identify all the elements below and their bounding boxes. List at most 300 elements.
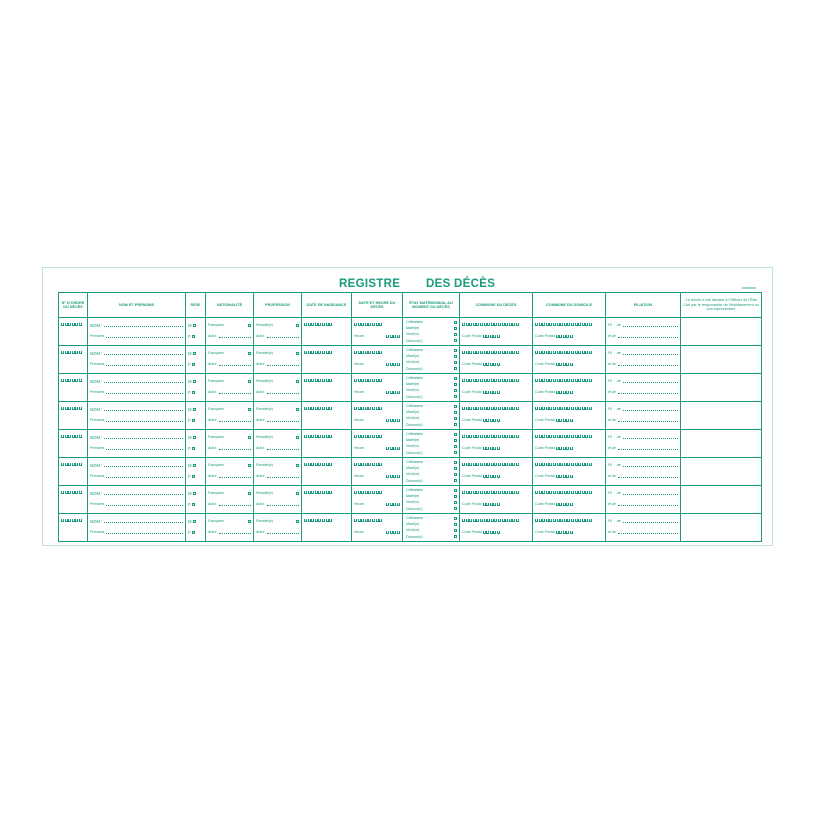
comb-box	[484, 351, 487, 354]
comb-box	[397, 391, 400, 394]
comb-box	[578, 463, 581, 466]
divorce-checkbox[interactable]	[454, 395, 457, 398]
veuf-checkbox[interactable]	[454, 417, 457, 420]
filiation-mere-field[interactable]	[618, 419, 678, 422]
veuf-checkbox[interactable]	[454, 529, 457, 532]
code-postal-domicile-field[interactable]	[556, 531, 573, 534]
filiation-pere-field[interactable]	[623, 492, 678, 495]
sexe-m-checkbox[interactable]	[193, 520, 196, 523]
comb-box	[72, 435, 75, 438]
marie-checkbox[interactable]	[454, 383, 457, 386]
comb-box	[365, 323, 368, 326]
nom-field[interactable]	[104, 408, 183, 411]
autre-nationalite-field[interactable]	[219, 419, 251, 422]
comb-box	[567, 323, 570, 326]
comb-box	[329, 379, 332, 382]
comb-box	[326, 519, 329, 522]
nationalite-cell	[206, 430, 254, 458]
commune-deces-comb-field[interactable]	[462, 351, 519, 354]
filiation-mere-field[interactable]	[618, 531, 678, 534]
divorce-checkbox[interactable]	[454, 507, 457, 510]
comb-box	[546, 323, 549, 326]
commune-deces-comb-field[interactable]	[462, 491, 519, 494]
date-deces-comb-field[interactable]	[354, 323, 382, 326]
sexe-cell	[186, 486, 206, 514]
comb-box	[553, 435, 556, 438]
heure-comb-field[interactable]	[386, 363, 400, 366]
comb-box	[486, 475, 489, 478]
commune-domicile-comb-field[interactable]	[535, 323, 592, 326]
retraite-checkbox[interactable]	[296, 520, 299, 523]
code-postal-deces-field[interactable]	[483, 391, 500, 394]
comb-box	[491, 351, 494, 354]
divorce-checkbox[interactable]	[454, 535, 457, 538]
veuf-checkbox[interactable]	[454, 389, 457, 392]
comb-box	[556, 475, 559, 478]
filiation-pere-field[interactable]	[623, 324, 678, 327]
celibataire-checkbox[interactable]	[454, 517, 457, 520]
comb-box	[505, 491, 508, 494]
comb-box	[542, 407, 545, 410]
comb-box	[567, 379, 570, 382]
commune-deces-cell	[460, 458, 533, 486]
autre-profession-field[interactable]	[267, 475, 299, 478]
comb-box	[493, 475, 496, 478]
et-de-label: et de	[608, 390, 616, 394]
comb-box	[75, 491, 78, 494]
prenoms-field[interactable]	[106, 391, 183, 394]
comb-box	[476, 463, 479, 466]
celibataire-label: Célibataire	[406, 404, 424, 409]
celibataire-checkbox[interactable]	[454, 461, 457, 464]
declaration-signature-cell[interactable]	[681, 374, 762, 402]
sexe-f-checkbox[interactable]	[192, 503, 195, 506]
heure-comb-field[interactable]	[386, 447, 400, 450]
veuf-checkbox[interactable]	[454, 361, 457, 364]
heure-comb-field[interactable]	[386, 475, 400, 478]
commune-deces-cell	[460, 402, 533, 430]
fils-label: Fil	[608, 351, 612, 355]
comb-box	[575, 407, 578, 410]
francaise-checkbox[interactable]	[248, 520, 251, 523]
heure-comb-field[interactable]	[386, 419, 400, 422]
commune-domicile-comb-field[interactable]	[535, 407, 592, 410]
comb-box	[563, 335, 566, 338]
nom-cell	[88, 346, 186, 374]
comb-box	[379, 435, 382, 438]
autre-profession-field[interactable]	[267, 503, 299, 506]
celibataire-checkbox[interactable]	[454, 433, 457, 436]
comb-box	[361, 323, 364, 326]
declaration-signature-cell[interactable]	[681, 458, 762, 486]
comb-box	[368, 435, 371, 438]
sexe-f-checkbox[interactable]	[192, 531, 195, 534]
declaration-signature-cell[interactable]	[681, 318, 762, 346]
comb-box	[462, 407, 465, 410]
comb-box	[553, 379, 556, 382]
prenoms-label: Prénoms	[90, 446, 105, 450]
marie-checkbox[interactable]	[454, 523, 457, 526]
comb-box	[575, 435, 578, 438]
filiation-pere-field[interactable]	[623, 520, 678, 523]
autre-nationalite-field[interactable]	[219, 503, 251, 506]
autre-nationalite-field[interactable]	[219, 447, 251, 450]
filiation-pere-field[interactable]	[623, 380, 678, 383]
prenoms-field[interactable]	[106, 419, 183, 422]
sexe-m-checkbox[interactable]	[193, 408, 196, 411]
heure-comb-field[interactable]	[386, 531, 400, 534]
date-deces-comb-field[interactable]	[354, 463, 382, 466]
filiation-mere-field[interactable]	[618, 363, 678, 366]
code-postal-deces-field[interactable]	[483, 363, 500, 366]
comb-box	[494, 463, 497, 466]
sexe-m-checkbox[interactable]	[193, 492, 196, 495]
code-postal-domicile-label: Code Postal	[535, 530, 555, 534]
comb-box	[368, 491, 371, 494]
naissance-comb-field[interactable]	[304, 463, 332, 466]
code-postal-domicile-field[interactable]	[556, 447, 573, 450]
comb-box	[549, 323, 552, 326]
comb-box	[326, 407, 329, 410]
prenoms-field[interactable]	[106, 447, 183, 450]
code-postal-domicile-field[interactable]	[556, 419, 573, 422]
divorce-checkbox[interactable]	[454, 451, 457, 454]
profession-cell	[254, 346, 302, 374]
comb-box	[72, 463, 75, 466]
veuf-checkbox[interactable]	[454, 445, 457, 448]
heure-comb-field[interactable]	[386, 503, 400, 506]
comb-box	[322, 379, 325, 382]
comb-box	[368, 323, 371, 326]
comb-box	[308, 491, 311, 494]
comb-box	[497, 503, 500, 506]
col-header-commune-domicile: COMMUNE DU DOMICILE	[533, 293, 606, 318]
commune-deces-comb-field[interactable]	[462, 435, 519, 438]
autre-profession-label: Autre	[256, 474, 265, 478]
prenoms-field[interactable]	[106, 531, 183, 534]
retraite-checkbox[interactable]	[296, 324, 299, 327]
heure-comb-field[interactable]	[386, 335, 400, 338]
francaise-checkbox[interactable]	[248, 492, 251, 495]
filiation-mere-field[interactable]	[618, 475, 678, 478]
celibataire-checkbox[interactable]	[454, 349, 457, 352]
comb-box	[493, 335, 496, 338]
code-postal-domicile-field[interactable]	[556, 335, 573, 338]
sexe-m-checkbox[interactable]	[193, 464, 196, 467]
autre-profession-field[interactable]	[267, 419, 299, 422]
code-postal-deces-field[interactable]	[483, 335, 500, 338]
celibataire-label: Célibataire	[406, 432, 424, 437]
date-heure-cell	[352, 374, 403, 402]
profession-cell	[254, 430, 302, 458]
code-postal-deces-label: Code Postal	[462, 502, 482, 506]
prenoms-field[interactable]	[106, 335, 183, 338]
divorce-checkbox[interactable]	[454, 423, 457, 426]
prenoms-field[interactable]	[106, 475, 183, 478]
veuf-checkbox[interactable]	[454, 501, 457, 504]
sexe-m-checkbox[interactable]	[193, 380, 196, 383]
date-deces-comb-field[interactable]	[354, 407, 382, 410]
declaration-signature-cell[interactable]	[681, 486, 762, 514]
sexe-m-checkbox[interactable]	[193, 352, 196, 355]
comb-box	[372, 323, 375, 326]
commune-domicile-comb-field[interactable]	[535, 463, 592, 466]
retraite-checkbox[interactable]	[296, 380, 299, 383]
sexe-m-checkbox[interactable]	[193, 436, 196, 439]
celibataire-checkbox[interactable]	[454, 489, 457, 492]
retraite-checkbox[interactable]	[296, 436, 299, 439]
comb-box	[493, 419, 496, 422]
filiation-pere-field[interactable]	[623, 464, 678, 467]
comb-box	[308, 351, 311, 354]
profession-cell	[254, 402, 302, 430]
ordre-comb-field[interactable]	[61, 407, 82, 410]
naissance-comb-field[interactable]	[304, 491, 332, 494]
retraite-checkbox[interactable]	[296, 352, 299, 355]
nom-field[interactable]	[104, 324, 183, 327]
nom-field[interactable]	[104, 464, 183, 467]
comb-box	[567, 435, 570, 438]
comb-box	[358, 491, 361, 494]
comb-box	[571, 491, 574, 494]
sexe-f-checkbox[interactable]	[192, 363, 195, 366]
nom-field[interactable]	[104, 436, 183, 439]
comb-box	[509, 351, 512, 354]
commune-deces-comb-field[interactable]	[462, 519, 519, 522]
francaise-checkbox[interactable]	[248, 324, 251, 327]
autre-nationalite-field[interactable]	[219, 531, 251, 534]
ordre-comb-field[interactable]	[61, 351, 82, 354]
comb-box	[516, 435, 519, 438]
date-deces-comb-field[interactable]	[354, 519, 382, 522]
date-deces-comb-field[interactable]	[354, 351, 382, 354]
date-deces-comb-field[interactable]	[354, 379, 382, 382]
sexe-f-label: F	[188, 334, 191, 339]
comb-box	[559, 503, 562, 506]
comb-box	[65, 491, 68, 494]
comb-box	[480, 463, 483, 466]
comb-box	[487, 463, 490, 466]
marie-checkbox[interactable]	[454, 495, 457, 498]
sexe-m-checkbox[interactable]	[193, 324, 196, 327]
code-postal-deces-label: Code Postal	[462, 446, 482, 450]
naissance-comb-field[interactable]	[304, 435, 332, 438]
divorce-checkbox[interactable]	[454, 479, 457, 482]
autre-profession-field[interactable]	[267, 531, 299, 534]
fils-label: Fil	[608, 323, 612, 327]
marie-checkbox[interactable]	[454, 467, 457, 470]
commune-deces-comb-field[interactable]	[462, 463, 519, 466]
code-postal-domicile-field[interactable]	[556, 503, 573, 506]
comb-box	[315, 491, 318, 494]
comb-box	[556, 447, 559, 450]
nom-field[interactable]	[104, 492, 183, 495]
comb-box	[397, 363, 400, 366]
heure-label: Heure	[354, 334, 364, 338]
retraite-checkbox[interactable]	[296, 492, 299, 495]
comb-box	[582, 323, 585, 326]
retraite-checkbox[interactable]	[296, 464, 299, 467]
celibataire-checkbox[interactable]	[454, 377, 457, 380]
code-postal-deces-field[interactable]	[483, 447, 500, 450]
autre-nationalite-field[interactable]	[219, 363, 251, 366]
naissance-comb-field[interactable]	[304, 323, 332, 326]
comb-box	[315, 379, 318, 382]
comb-box	[509, 379, 512, 382]
autre-nationalite-field[interactable]	[219, 391, 251, 394]
comb-box	[578, 435, 581, 438]
register-row	[59, 458, 762, 486]
naissance-comb-field[interactable]	[304, 351, 332, 354]
divorce-checkbox[interactable]	[454, 339, 457, 342]
sexe-f-checkbox[interactable]	[192, 447, 195, 450]
comb-box	[486, 503, 489, 506]
comb-box	[466, 407, 469, 410]
retraite-label: Retraité(e)	[256, 379, 273, 383]
comb-box	[308, 435, 311, 438]
nom-field[interactable]	[104, 380, 183, 383]
comb-box	[480, 435, 483, 438]
comb-box	[386, 447, 389, 450]
sexe-f-checkbox[interactable]	[192, 419, 195, 422]
comb-box	[490, 363, 493, 366]
comb-box	[72, 491, 75, 494]
filiation-pere-field[interactable]	[623, 352, 678, 355]
prenoms-field[interactable]	[106, 363, 183, 366]
code-postal-deces-label: Code Postal	[462, 390, 482, 394]
autre-profession-field[interactable]	[267, 447, 299, 450]
francaise-checkbox[interactable]	[248, 380, 251, 383]
date-deces-comb-field[interactable]	[354, 435, 382, 438]
autre-profession-field[interactable]	[267, 363, 299, 366]
filiation-mere-field[interactable]	[618, 335, 678, 338]
ordre-comb-field[interactable]	[61, 435, 82, 438]
nom-field[interactable]	[104, 352, 183, 355]
comb-box	[315, 323, 318, 326]
declaration-signature-cell[interactable]	[681, 346, 762, 374]
comb-box	[75, 407, 78, 410]
code-postal-domicile-field[interactable]	[556, 391, 573, 394]
retraite-checkbox[interactable]	[296, 408, 299, 411]
autre-nationalite-field[interactable]	[219, 475, 251, 478]
ordre-comb-field[interactable]	[61, 519, 82, 522]
comb-box	[512, 463, 515, 466]
code-postal-domicile-field[interactable]	[556, 475, 573, 478]
ordre-comb-field[interactable]	[61, 463, 82, 466]
heure-comb-field[interactable]	[386, 391, 400, 394]
ordre-comb-field[interactable]	[61, 379, 82, 382]
comb-box	[361, 519, 364, 522]
veuf-checkbox[interactable]	[454, 333, 457, 336]
ordre-comb-field[interactable]	[61, 491, 82, 494]
filiation-mere-field[interactable]	[618, 447, 678, 450]
comb-box	[539, 491, 542, 494]
comb-box	[585, 463, 588, 466]
declaration-signature-cell[interactable]	[681, 430, 762, 458]
sexe-f-label: F	[188, 502, 191, 507]
comb-box	[329, 463, 332, 466]
marie-checkbox[interactable]	[454, 327, 457, 330]
code-postal-deces-field[interactable]	[483, 419, 500, 422]
francaise-checkbox[interactable]	[248, 352, 251, 355]
naissance-comb-field[interactable]	[304, 379, 332, 382]
autre-profession-field[interactable]	[267, 391, 299, 394]
comb-box	[578, 351, 581, 354]
commune-domicile-comb-field[interactable]	[535, 491, 592, 494]
celibataire-checkbox[interactable]	[454, 405, 457, 408]
commune-deces-comb-field[interactable]	[462, 323, 519, 326]
filiation-mere-field[interactable]	[618, 503, 678, 506]
comb-box	[361, 407, 364, 410]
date-deces-comb-field[interactable]	[354, 491, 382, 494]
naissance-comb-field[interactable]	[304, 407, 332, 410]
francaise-checkbox[interactable]	[248, 464, 251, 467]
code-postal-domicile-field[interactable]	[556, 363, 573, 366]
sexe-f-checkbox[interactable]	[192, 475, 195, 478]
sexe-f-checkbox[interactable]	[192, 391, 195, 394]
declaration-signature-cell[interactable]	[681, 402, 762, 430]
commune-domicile-comb-field[interactable]	[535, 351, 592, 354]
comb-box	[563, 503, 566, 506]
comb-box	[480, 351, 483, 354]
comb-box	[559, 363, 562, 366]
divorce-checkbox[interactable]	[454, 367, 457, 370]
retraite-label: Retraité(e)	[256, 519, 273, 523]
commune-domicile-comb-field[interactable]	[535, 435, 592, 438]
code-postal-deces-field[interactable]	[483, 531, 500, 534]
veuf-checkbox[interactable]	[454, 473, 457, 476]
commune-domicile-comb-field[interactable]	[535, 519, 592, 522]
filiation-pere-field[interactable]	[623, 408, 678, 411]
francaise-checkbox[interactable]	[248, 436, 251, 439]
commune-deces-comb-field[interactable]	[462, 379, 519, 382]
code-postal-deces-field[interactable]	[483, 475, 500, 478]
naissance-comb-field[interactable]	[304, 519, 332, 522]
autre-nationalite-field[interactable]	[219, 335, 251, 338]
comb-box	[486, 335, 489, 338]
marie-label: Marié(e)	[406, 438, 420, 443]
commune-deces-comb-field[interactable]	[462, 407, 519, 410]
marie-checkbox[interactable]	[454, 355, 457, 358]
declaration-signature-cell[interactable]	[681, 514, 762, 542]
comb-box	[560, 519, 563, 522]
commune-domicile-comb-field[interactable]	[535, 379, 592, 382]
divorce-label: Divorcé(e)	[406, 450, 423, 455]
comb-box	[556, 391, 559, 394]
filiation-pere-field[interactable]	[623, 436, 678, 439]
comb-box	[516, 491, 519, 494]
autre-label: Autre	[208, 418, 217, 422]
filiation-mere-field[interactable]	[618, 391, 678, 394]
marie-checkbox[interactable]	[454, 411, 457, 414]
francaise-checkbox[interactable]	[248, 408, 251, 411]
prenoms-field[interactable]	[106, 503, 183, 506]
marie-checkbox[interactable]	[454, 439, 457, 442]
comb-box	[560, 407, 563, 410]
code-postal-deces-field[interactable]	[483, 503, 500, 506]
heure-label: Heure	[354, 502, 364, 506]
sexe-f-checkbox[interactable]	[192, 335, 195, 338]
comb-box	[68, 351, 71, 354]
celibataire-checkbox[interactable]	[454, 321, 457, 324]
ordre-comb-field[interactable]	[61, 323, 82, 326]
code-postal-deces-label: Code Postal	[462, 530, 482, 534]
comb-box	[557, 435, 560, 438]
comb-box	[560, 351, 563, 354]
nom-field[interactable]	[104, 520, 183, 523]
comb-box	[498, 435, 501, 438]
autre-profession-field[interactable]	[267, 335, 299, 338]
